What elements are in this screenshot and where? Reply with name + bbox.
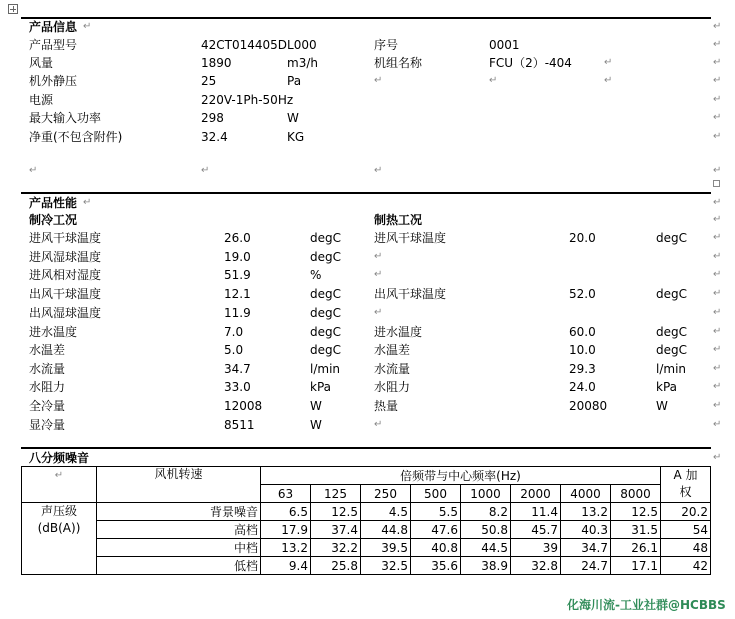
paragraph-mark: ↵ [374,269,383,280]
noise-data-row [22,521,711,539]
cooling-param-unit: W [310,399,322,413]
noise-value-cell: 12.5 [311,503,361,521]
noise-value-cell: 35.6 [411,557,461,575]
paragraph-mark: ↵ [604,57,613,68]
net-weight-unit: KG [287,130,305,144]
noise-value-cell: 40.3 [561,521,611,539]
paragraph-mark: ↵ [713,363,722,374]
cooling-param-value: 34.7 [224,362,251,376]
frequency-header-cell: 250 [361,485,411,503]
max-input-value: 298 [201,111,224,125]
heating-param-unit: kPa [656,380,677,394]
fan-speed-cell: 高档 [97,521,261,539]
noise-value-cell: 39 [511,539,561,557]
paragraph-mark: ↵ [713,57,722,68]
heating-param-label: 进水温度 [374,325,423,339]
max-input-label: 最大输入功率 [29,111,102,125]
heating-param-label: 热量 [374,399,399,413]
cooling-param-unit: % [310,268,322,282]
noise-value-cell: 47.6 [411,521,461,539]
net-weight-value: 32.4 [201,130,228,144]
section-rule-noise [21,447,711,449]
noise-value-cell: 44.5 [461,539,511,557]
heating-param-unit: W [656,399,668,413]
cooling-param-value: 51.9 [224,268,251,282]
heating-param-unit: degC [656,343,687,357]
paragraph-mark: ↵ [713,288,722,299]
noise-value-cell: 38.9 [461,557,511,575]
spl-label-line1: 声压级 [40,504,77,518]
power-supply-value: 220V-1Ph-50Hz [201,93,294,107]
heating-param-label: 水流量 [374,362,411,376]
heating-param-value: 20080 [569,399,608,413]
airflow-unit: m3/h [287,56,318,70]
noise-value-cell: 37.4 [311,521,361,539]
weighted-header-line1: A 加 [673,468,698,482]
heating-param-unit: l/min [656,362,687,376]
frequency-header-cell: 125 [311,485,361,503]
model-value: 42CT014405DL000 [201,38,317,52]
heating-param-label: 水阻力 [374,380,411,394]
paragraph-mark: ↵ [83,197,92,208]
heating-param-value: 52.0 [569,287,596,301]
fan-speed-cell: 低档 [97,557,261,575]
weighted-value-cell: 48 [661,539,711,557]
cooling-param-label: 进风湿球温度 [29,250,102,264]
cooling-param-unit: degC [310,343,341,357]
paragraph-mark: ↵ [374,419,383,430]
noise-value-cell: 40.8 [411,539,461,557]
paragraph-mark: ↵ [713,307,722,318]
paragraph-mark: ↵ [713,251,722,262]
max-input-unit: W [287,111,299,125]
cooling-param-label: 出风干球温度 [29,287,102,301]
noise-corner-cell [22,467,97,503]
cooling-param-value: 19.0 [224,250,251,264]
static-pressure-unit: Pa [287,74,302,88]
paragraph-mark: ↵ [713,112,722,123]
fan-speed-cell: 中档 [97,539,261,557]
spl-label-line2: (dB(A)) [37,521,81,535]
heating-param-value: 10.0 [569,343,596,357]
cooling-param-label: 水温差 [29,343,66,357]
paragraph-mark: ↵ [374,251,383,262]
paragraph-mark: ↵ [713,269,722,280]
paragraph-mark: ↵ [374,307,383,318]
cooling-param-value: 33.0 [224,380,251,394]
frequency-header-cell: 8000 [611,485,661,503]
frequency-header-cell: 4000 [561,485,611,503]
heating-title: 制热工况 [374,213,423,227]
paragraph-mark: ↵ [713,326,722,337]
cooling-param-label: 出风湿球温度 [29,306,102,320]
cooling-param-unit: degC [310,231,341,245]
noise-value-cell: 32.5 [361,557,411,575]
heating-param-value: 24.0 [569,380,596,394]
cooling-param-value: 12008 [224,399,263,413]
noise-value-cell: 26.1 [611,539,661,557]
paragraph-mark: ↵ [713,381,722,392]
serial-value: 0001 [489,38,520,52]
paragraph-mark: ↵ [713,419,722,430]
serial-label: 序号 [374,38,399,52]
paragraph-mark: ↵ [713,21,722,32]
noise-data-row [22,539,711,557]
paragraph-mark: ↵ [713,232,722,243]
cooling-param-value: 5.0 [224,343,244,357]
cooling-param-value: 26.0 [224,231,251,245]
heating-param-value: 60.0 [569,325,596,339]
weighted-header [661,467,711,503]
paragraph-mark: ↵ [54,470,64,481]
noise-value-cell: 8.2 [461,503,511,521]
noise-value-cell: 13.2 [261,539,311,557]
noise-data-row [22,557,711,575]
paragraph-mark: ↵ [713,214,722,225]
noise-value-cell: 17.9 [261,521,311,539]
noise-value-cell: 32.2 [311,539,361,557]
heating-param-label: 出风干球温度 [374,287,447,301]
table-move-handle-icon[interactable] [8,4,18,14]
fan-speed-header: 风机转速 [97,467,261,503]
heating-param-unit: degC [656,287,687,301]
paragraph-mark: ↵ [489,75,498,86]
paragraph-mark: ↵ [374,165,383,176]
cooling-param-unit: kPa [310,380,331,394]
cooling-param-unit: degC [310,306,341,320]
cooling-param-value: 11.9 [224,306,251,320]
cooling-param-label: 显冷量 [29,418,66,432]
weighted-value-cell: 42 [661,557,711,575]
watermark-text: 化海川流-工业社群@HCBBS [567,598,726,612]
heating-param-unit: degC [656,325,687,339]
paragraph-mark: ↵ [713,94,722,105]
noise-title: 八分频噪音 [29,451,90,465]
cooling-param-value: 12.1 [224,287,251,301]
noise-value-cell: 17.1 [611,557,661,575]
band-header: 倍频带与中心频率(Hz) [261,467,661,485]
heating-param-label: 水温差 [374,343,411,357]
noise-value-cell: 4.5 [361,503,411,521]
noise-table [21,466,711,575]
unit-name-label: 机组名称 [374,56,423,70]
spl-label-cell [22,503,97,575]
product-info-title: 产品信息 [29,20,78,34]
noise-value-cell: 25.8 [311,557,361,575]
paragraph-mark: ↵ [713,344,722,355]
noise-value-cell: 24.7 [561,557,611,575]
heating-param-label: 进风干球温度 [374,231,447,245]
noise-value-cell: 9.4 [261,557,311,575]
static-pressure-value: 25 [201,74,217,88]
power-supply-label: 电源 [29,93,54,107]
frequency-header-cell: 500 [411,485,461,503]
airflow-label: 风量 [29,56,54,70]
frequency-header-cell: 1000 [461,485,511,503]
paragraph-mark: ↵ [713,39,722,50]
cooling-param-label: 水阻力 [29,380,66,394]
paragraph-mark: ↵ [83,21,92,32]
cooling-param-label: 全冷量 [29,399,66,413]
paragraph-mark: ↵ [713,400,722,411]
noise-value-cell: 44.8 [361,521,411,539]
static-pressure-label: 机外静压 [29,74,78,88]
frequency-header-cell: 63 [261,485,311,503]
weighted-value-cell: 54 [661,521,711,539]
paragraph-mark: ↵ [201,165,210,176]
cooling-param-unit: degC [310,250,341,264]
paragraph-mark: ↵ [29,165,38,176]
cooling-param-unit: W [310,418,322,432]
cooling-param-label: 进水温度 [29,325,78,339]
noise-value-cell: 45.7 [511,521,561,539]
section-rule-top [21,17,711,19]
paragraph-mark: ↵ [713,75,722,86]
cooling-param-value: 7.0 [224,325,244,339]
paragraph-mark: ↵ [713,197,722,208]
paragraph-mark: ↵ [713,165,722,176]
unit-name-value: FCU（2）-404 [489,56,572,70]
airflow-value: 1890 [201,56,232,70]
heating-param-value: 29.3 [569,362,596,376]
noise-value-cell: 31.5 [611,521,661,539]
weighted-header-line2: 权 [679,485,692,499]
noise-header-row [22,467,711,485]
paragraph-mark: ↵ [374,75,383,86]
frequency-header-cell: 2000 [511,485,561,503]
noise-value-cell: 39.5 [361,539,411,557]
paragraph-mark: ↵ [713,452,722,463]
noise-value-cell: 6.5 [261,503,311,521]
table-resize-handle-icon[interactable] [713,180,720,187]
cooling-param-unit: degC [310,287,341,301]
fan-speed-cell: 背景噪音 [97,503,261,521]
paragraph-mark: ↵ [604,75,613,86]
noise-value-cell: 12.5 [611,503,661,521]
cooling-param-label: 进风相对湿度 [29,268,102,282]
paragraph-mark: ↵ [713,131,722,142]
cooling-title: 制冷工况 [29,213,78,227]
noise-value-cell: 11.4 [511,503,561,521]
section-rule-performance [21,192,711,194]
weighted-value-cell: 20.2 [661,503,711,521]
noise-value-cell: 34.7 [561,539,611,557]
noise-value-cell: 13.2 [561,503,611,521]
cooling-param-label: 水流量 [29,362,66,376]
performance-title: 产品性能 [29,196,78,210]
cooling-param-unit: l/min [310,362,341,376]
cooling-param-value: 8511 [224,418,255,432]
net-weight-label: 净重(不包含附件) [29,130,123,144]
noise-value-cell: 50.8 [461,521,511,539]
cooling-param-label: 进风干球温度 [29,231,102,245]
heating-param-value: 20.0 [569,231,596,245]
noise-data-row [22,503,711,521]
cooling-param-unit: degC [310,325,341,339]
noise-value-cell: 32.8 [511,557,561,575]
heating-param-unit: degC [656,231,687,245]
noise-value-cell: 5.5 [411,503,461,521]
model-label: 产品型号 [29,38,78,52]
